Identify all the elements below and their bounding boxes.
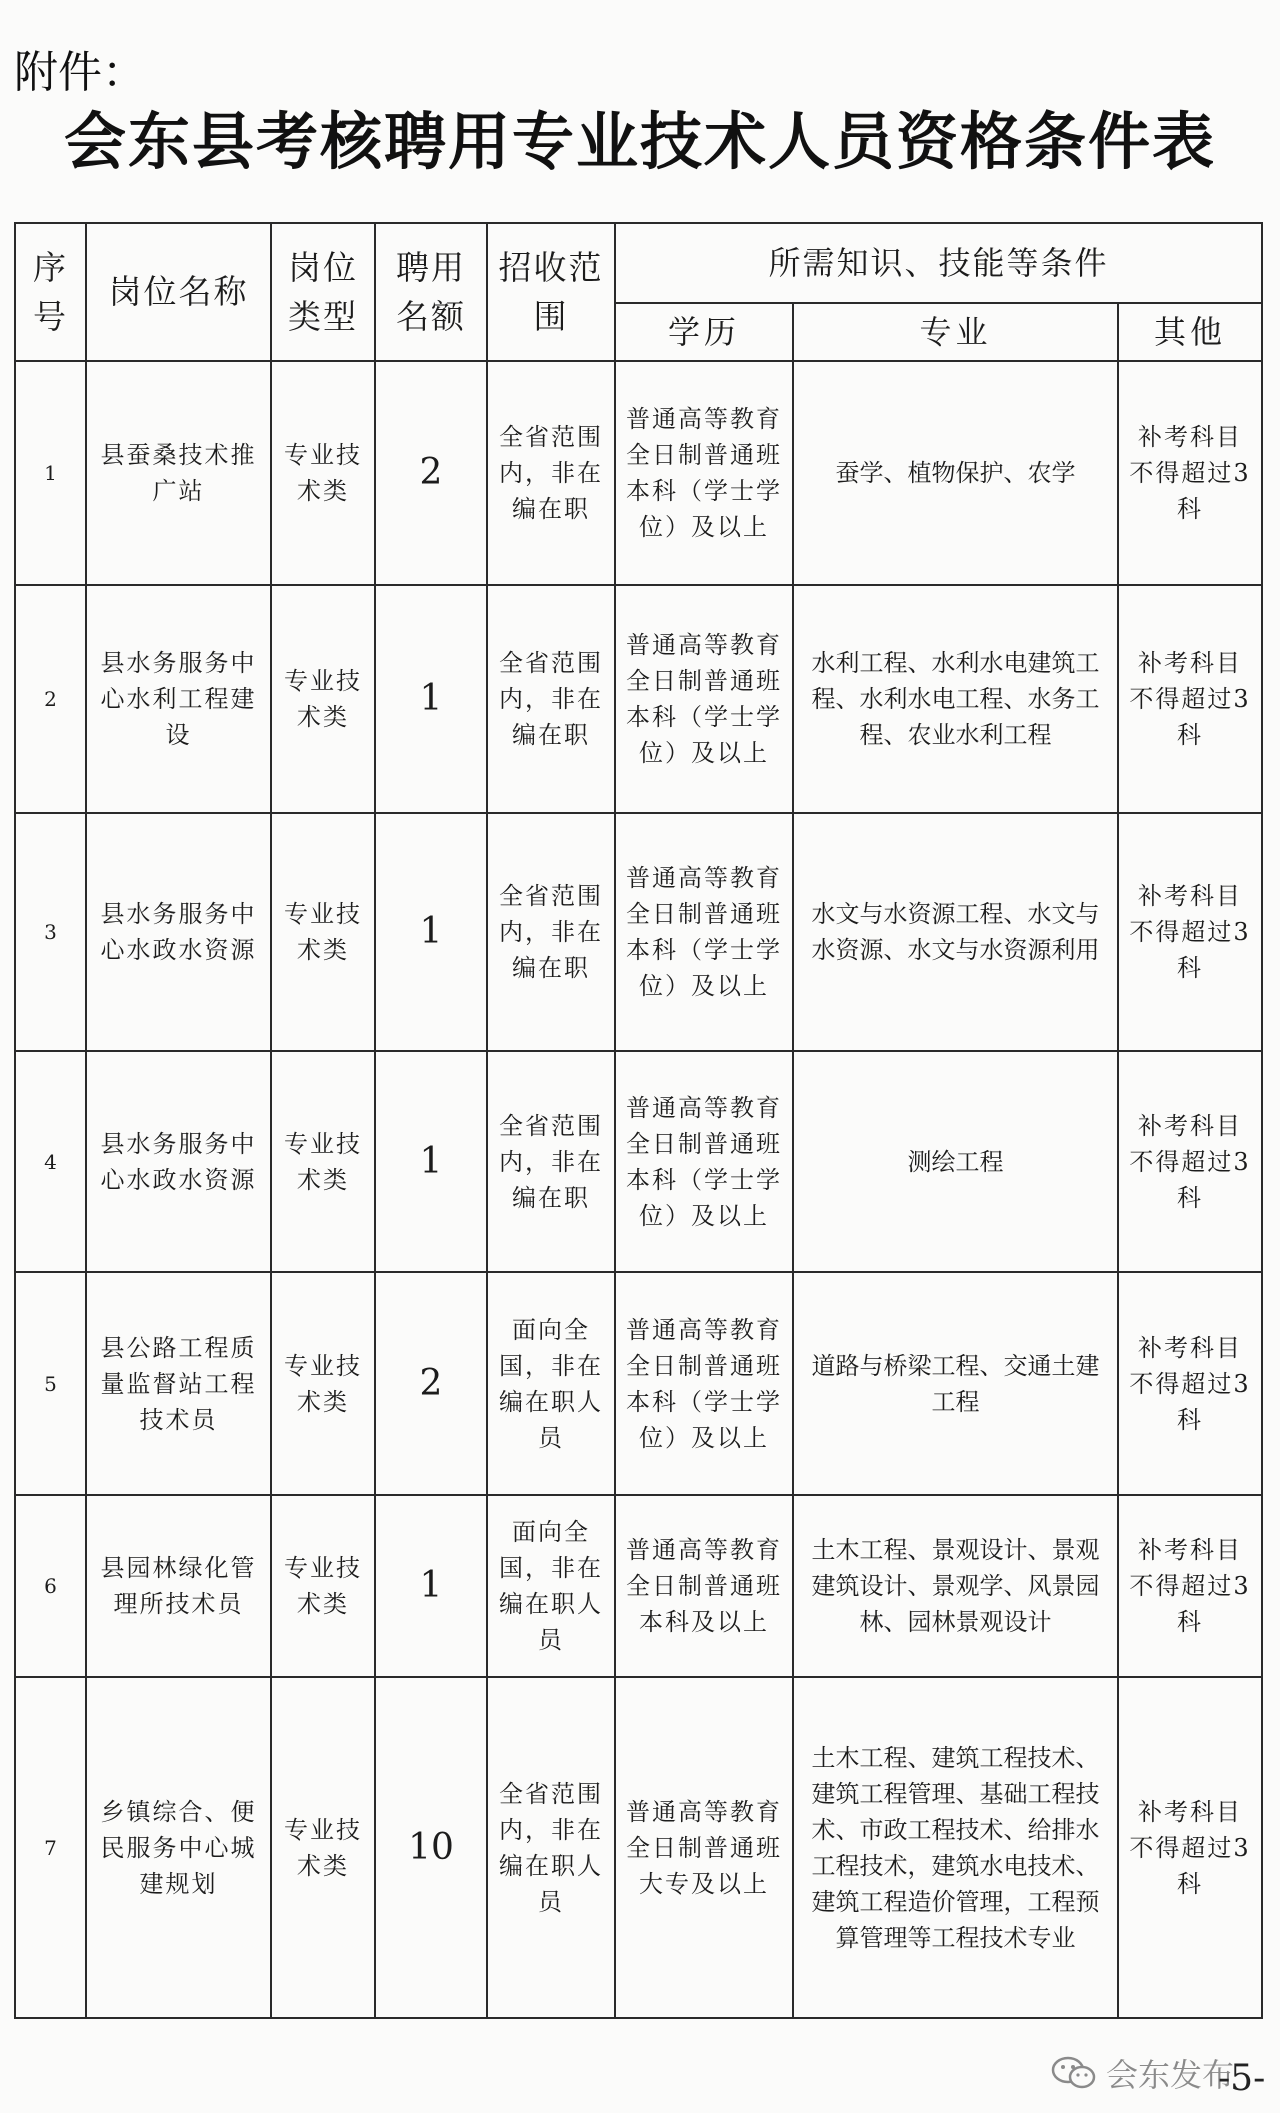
row-position: 县公路工程质量监督站工程技术员 [86, 1272, 271, 1495]
row-other: 补考科目不得超过3科 [1118, 361, 1262, 585]
row-no: 7 [15, 1677, 86, 2018]
page-title: 会东县考核聘用专业技术人员资格条件表 [63, 105, 1216, 178]
row-quota: 2 [375, 1272, 487, 1495]
table-row [15, 1677, 1262, 2018]
row-quota: 1 [375, 1051, 487, 1271]
row-education: 普通高等教育全日制普通班本科（学士学位）及以上 [615, 585, 793, 812]
row-quota: 1 [375, 585, 487, 812]
row-no: 5 [15, 1272, 86, 1495]
row-education: 普通高等教育全日制普通班本科及以上 [615, 1495, 793, 1677]
header-row-1 [15, 223, 1262, 303]
row-range: 全省范围内，非在编在职 [487, 813, 615, 1052]
table-row [15, 813, 1262, 1052]
row-major: 道路与桥梁工程、交通土建工程 [793, 1272, 1118, 1495]
row-major: 测绘工程 [793, 1051, 1118, 1271]
row-other: 补考科目不得超过3科 [1118, 1051, 1262, 1271]
header-position: 岗位名称 [86, 223, 271, 361]
header-major: 专业 [793, 303, 1118, 361]
row-no: 6 [15, 1495, 86, 1677]
row-no: 4 [15, 1051, 86, 1271]
row-range: 全省范围内，非在编在职 [487, 1051, 615, 1271]
row-other: 补考科目不得超过3科 [1118, 1272, 1262, 1495]
row-quota: 10 [375, 1677, 487, 2018]
row-other: 补考科目不得超过3科 [1118, 1495, 1262, 1677]
row-quota: 1 [375, 1495, 487, 1677]
row-type: 专业技术类 [271, 1051, 375, 1271]
row-major: 土木工程、景观设计、景观建筑设计、景观学、风景园林、园林景观设计 [793, 1495, 1118, 1677]
page-number: -5- [1218, 2058, 1266, 2099]
row-type: 专业技术类 [271, 1677, 375, 2018]
row-education: 普通高等教育全日制普通班本科（学士学位）及以上 [615, 1272, 793, 1495]
row-position: 乡镇综合、便民服务中心城建规划 [86, 1677, 271, 2018]
row-range: 面向全国，非在编在职人员 [487, 1495, 615, 1677]
table-row [15, 1495, 1262, 1677]
table-row [15, 361, 1262, 585]
row-position: 县水务服务中心水政水资源 [86, 1051, 271, 1271]
row-type: 专业技术类 [271, 1495, 375, 1677]
table-row [15, 1272, 1262, 1495]
row-no: 3 [15, 813, 86, 1052]
row-type: 专业技术类 [271, 1272, 375, 1495]
row-no: 2 [15, 585, 86, 812]
row-no: 1 [15, 361, 86, 585]
row-type: 专业技术类 [271, 813, 375, 1052]
row-quota: 1 [375, 813, 487, 1052]
attachment-label: 附件： [14, 47, 146, 98]
watermark-text: 会东发布 [1106, 2056, 1235, 2094]
row-major: 土木工程、建筑工程技术、建筑工程管理、基础工程技术、市政工程技术、给排水工程技术，建筑水电技术、建筑工程造价管理，工程预算管理等工程技术专业 [793, 1677, 1118, 2018]
row-position: 县水务服务中心水政水资源 [86, 813, 271, 1052]
header-education: 学历 [615, 303, 793, 361]
row-range: 面向全国，非在编在职人员 [487, 1272, 615, 1495]
row-type: 专业技术类 [271, 585, 375, 812]
row-type: 专业技术类 [271, 361, 375, 585]
table-row [15, 585, 1262, 812]
header-other: 其他 [1118, 303, 1262, 361]
header-no: 序号 [15, 223, 86, 361]
qualification-table [14, 222, 1263, 2019]
row-education: 普通高等教育全日制普通班本科（学士学位）及以上 [615, 813, 793, 1052]
row-major: 水利工程、水利水电建筑工程、水利水电工程、水务工程、农业水利工程 [793, 585, 1118, 812]
row-other: 补考科目不得超过3科 [1118, 585, 1262, 812]
row-other: 补考科目不得超过3科 [1118, 813, 1262, 1052]
header-quota: 聘用名额 [375, 223, 487, 361]
row-position: 县园林绿化管理所技术员 [86, 1495, 271, 1677]
row-education: 普通高等教育全日制普通班本科（学士学位）及以上 [615, 361, 793, 585]
row-range: 全省范围内，非在编在职人员 [487, 1677, 615, 2018]
row-range: 全省范围内，非在编在职 [487, 585, 615, 812]
row-major: 水文与水资源工程、水文与水资源、水文与水资源利用 [793, 813, 1118, 1052]
row-range: 全省范围内，非在编在职 [487, 361, 615, 585]
table-row [15, 1051, 1262, 1271]
row-major: 蚕学、植物保护、农学 [793, 361, 1118, 585]
row-education: 普通高等教育全日制普通班大专及以上 [615, 1677, 793, 2018]
row-position: 县蚕桑技术推广站 [86, 361, 271, 585]
header-requirements: 所需知识、技能等条件 [615, 223, 1262, 303]
row-quota: 2 [375, 361, 487, 585]
row-education: 普通高等教育全日制普通班本科（学士学位）及以上 [615, 1051, 793, 1271]
header-type: 岗位类型 [271, 223, 375, 361]
row-position: 县水务服务中心水利工程建设 [86, 585, 271, 812]
header-range: 招收范围 [487, 223, 615, 361]
wechat-icon [1050, 2055, 1098, 2091]
watermark [1050, 2050, 1234, 2096]
row-other: 补考科目不得超过3科 [1118, 1677, 1262, 2018]
